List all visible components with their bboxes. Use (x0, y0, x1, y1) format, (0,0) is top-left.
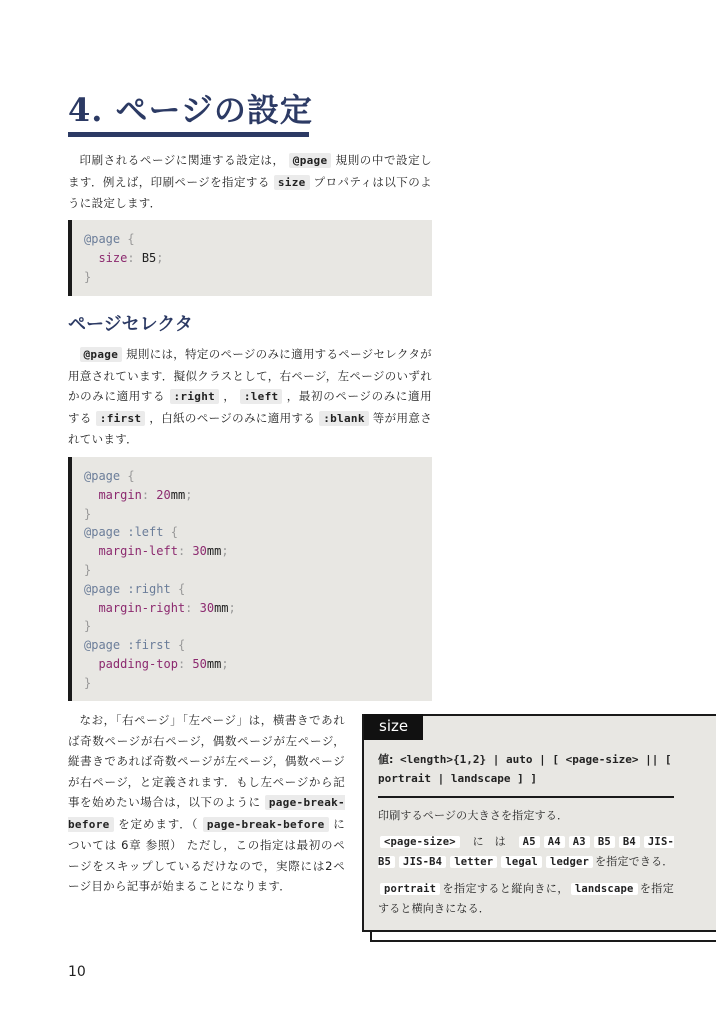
section-heading: ページセレクタ (68, 314, 193, 335)
selector-text-5: 等が用意されています． (68, 410, 433, 446)
code-selector: :first (127, 638, 171, 653)
code-unit: mm (214, 600, 229, 615)
inline-code-size: size (274, 175, 310, 190)
code-portrait: portrait (380, 883, 440, 895)
code-brace-close: } (84, 675, 92, 690)
selector-text-2: ， (223, 389, 236, 403)
code-property: padding-top (98, 656, 178, 671)
selector-text-3: ，最初のページのみに適用する (68, 389, 432, 425)
code-semicolon: ; (156, 250, 164, 265)
intro-text-1: 印刷されるページに関連する設定は， (79, 153, 285, 167)
code-colon: : (177, 544, 186, 559)
code-property: margin (98, 487, 142, 502)
size-value: JIS-B5 (378, 836, 674, 868)
code-number: 50 (192, 656, 207, 671)
page-size-values (378, 832, 674, 872)
code-property: margin-left (98, 544, 178, 559)
sidebox-body (378, 750, 674, 925)
intro-paragraph (68, 150, 432, 214)
size-value: letter (450, 856, 497, 868)
value-label: 値: (378, 753, 394, 766)
sidebox-description: 印刷するページの大きさを指定する． (378, 809, 569, 822)
code-block-page-selectors (68, 457, 432, 701)
size-value: B5 (594, 836, 615, 848)
code-brace-open: { (127, 232, 135, 246)
size-value: ledger (546, 856, 593, 868)
size-value: A4 (544, 836, 565, 848)
code-brace-close: } (84, 562, 92, 577)
code-value: B5 (141, 250, 157, 265)
intro-text-2: 規則の中で設定します．例えば，印刷ページを指定する (68, 153, 432, 189)
size-value: JIS-B4 (399, 856, 446, 868)
code-selector: :right (127, 581, 171, 596)
orientation-values (378, 879, 674, 918)
code-semicolon: ; (228, 600, 236, 615)
property-sidebox (362, 714, 716, 932)
selector-paragraph (68, 344, 432, 450)
code-brace-open: { (177, 581, 186, 596)
code-page-size: <page-size> (380, 836, 460, 848)
code-at-rule: @page (84, 638, 121, 653)
code-semicolon: ; (221, 656, 229, 671)
code-at-rule: @page (84, 525, 121, 540)
chapter-title: 4. ページの設定 (68, 91, 313, 129)
inline-code-left: :left (240, 389, 283, 404)
orientation-text-2: を指定すると横向きになる． (378, 882, 674, 915)
note-text-2: を定めます．（ (118, 816, 199, 831)
code-landscape: landscape (571, 883, 638, 895)
selector-text-1: 規則には，特定のページのみに適用するページセレクタが用意されています．擬似クラスとして，右ページ，左ページのいずれかのみに適用する (68, 347, 432, 403)
code-brace-close: } (84, 619, 92, 634)
code-selector: :left (127, 525, 164, 540)
inline-code-right: :right (170, 389, 220, 404)
code-number: 30 (192, 544, 207, 559)
sidebox-tab: size (364, 714, 423, 740)
sidebox-divider (378, 796, 674, 798)
inline-code-first: :first (96, 411, 146, 426)
note-text-3: については 6章 参照） ただし，この指定は最初のページをスキップしているだけなので，実際には2ページ目から記事が始まることになります． (68, 816, 345, 893)
code-property: margin-right (98, 600, 186, 615)
size-value: B4 (619, 836, 640, 848)
code-unit: mm (170, 487, 186, 502)
code-colon: : (127, 250, 135, 265)
selector-text-4: ，白紙のページのみに適用する (149, 410, 316, 425)
inline-code-page-break-before: page-break-before (203, 817, 329, 832)
note-text-1: なお，「右ページ」「左ページ」は，横書きであれば奇数ページが右ページ，偶数ページが左ページ，縦書きであれば奇数ページが左ページ，偶数ページが右ページ，と定義されます．もし左ページから記事を始めたい場合は，以下のように (68, 713, 345, 809)
code-property: size (98, 250, 128, 265)
code-at-rule: @page (84, 469, 121, 483)
inline-code-page: @page (80, 347, 123, 362)
code-block-size (68, 220, 432, 296)
size-value: A3 (569, 836, 590, 848)
code-semicolon: ; (221, 544, 229, 559)
code-at-rule: @page (84, 581, 121, 596)
orientation-text-1: を指定すると縦向きに， (442, 882, 569, 895)
code-number: 30 (199, 600, 215, 615)
code-brace-open: { (170, 525, 178, 540)
code-brace-open: { (127, 469, 135, 483)
page-size-text-1: には (461, 835, 517, 848)
page-number: 10 (68, 964, 86, 980)
inline-code-blank: :blank (319, 411, 369, 426)
code-brace-close: } (84, 269, 92, 284)
code-unit: mm (206, 544, 222, 559)
code-colon: : (185, 600, 193, 615)
code-number: 20 (156, 487, 171, 502)
code-brace-open: { (177, 638, 186, 653)
code-colon: : (177, 656, 186, 671)
title-underline (68, 132, 309, 137)
code-at-rule: @page (84, 232, 121, 246)
value-syntax (378, 750, 674, 788)
size-value: A5 (519, 836, 540, 848)
code-brace-close: } (84, 506, 92, 521)
page-size-text-2: を指定できる． (595, 855, 674, 868)
code-colon: : (141, 487, 150, 502)
inline-code-page-break-before: page-break-before (68, 796, 345, 831)
code-semicolon: ; (185, 487, 193, 502)
note-paragraph (68, 710, 345, 897)
value-syntax-text: <length>{1,2} | auto | [ <page-size> || [ portrait | landscape ] ] (378, 753, 672, 785)
code-unit: mm (206, 656, 222, 671)
chapter-heading-block (68, 90, 313, 137)
intro-text-3: プロパティは以下のように設定します． (68, 174, 432, 210)
size-value: legal (501, 856, 542, 868)
inline-code-page: @page (289, 153, 332, 168)
